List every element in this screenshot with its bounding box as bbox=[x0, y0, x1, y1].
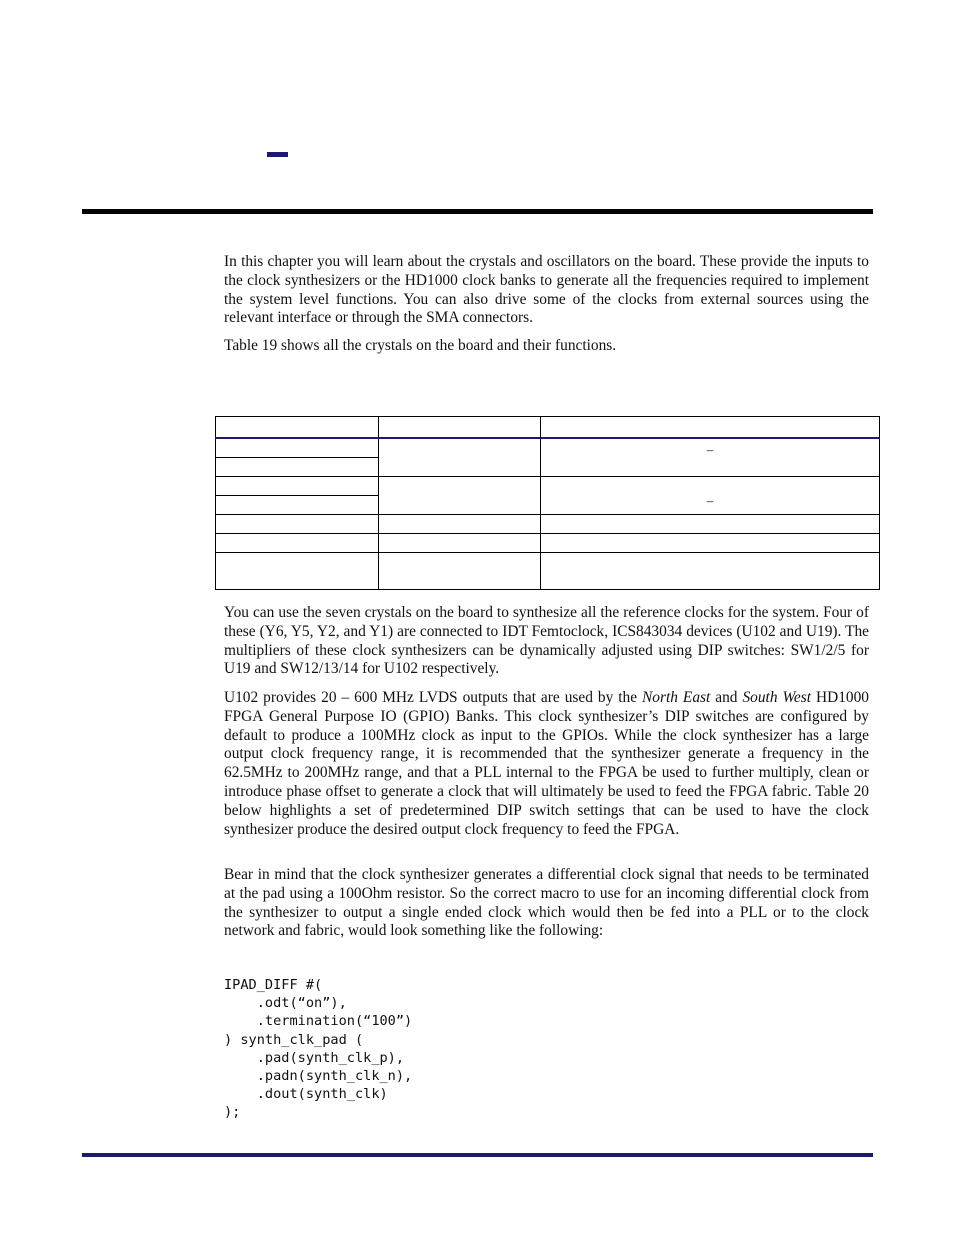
chapter-heading-mark bbox=[267, 152, 288, 157]
table-cell bbox=[216, 458, 379, 477]
table-header-cell bbox=[541, 417, 880, 439]
chapter-top-rule bbox=[82, 209, 873, 214]
table-cell bbox=[541, 515, 880, 534]
table-cell bbox=[216, 496, 379, 515]
table-cell bbox=[541, 534, 880, 553]
u102-text bbox=[224, 689, 869, 839]
table-cell bbox=[379, 534, 541, 553]
crystals-table bbox=[215, 416, 880, 590]
table-cell bbox=[216, 534, 379, 553]
table-row bbox=[216, 515, 880, 534]
u102-text-part: and bbox=[710, 689, 743, 706]
table-cell bbox=[216, 515, 379, 534]
table-cell bbox=[541, 477, 880, 515]
table-cell bbox=[379, 438, 541, 477]
table-cell bbox=[216, 553, 379, 590]
intro-text: In this chapter you will learn about the crystals and oscillators on the board. These provide the inputs to the clock synthesizers or the HD1000 clock banks to generate all the frequencies required to implement the system level functions. You can also drive some of the clocks from external sources using the relevant interface or through the SMA connectors. bbox=[224, 253, 869, 327]
termination-text: Bear in mind that the clock synthesizer generates a differential clock signal that needs to be terminated at the pad using a 100Ohm resistor. So the correct macro to use for an incoming differential clock from the synthesizer to output a single ended clock which would then be fed into a PLL or to the clock network and fabric, would look something like the following: bbox=[224, 866, 869, 940]
table-cell-dash: – bbox=[706, 442, 714, 457]
north-east-label: North East bbox=[642, 689, 711, 706]
table-cell bbox=[541, 438, 880, 477]
table-cell bbox=[379, 553, 541, 590]
table-row bbox=[216, 477, 880, 496]
table-cell bbox=[541, 553, 880, 590]
page-bottom-rule bbox=[82, 1153, 873, 1157]
u102-paragraph bbox=[224, 689, 869, 839]
table-cell bbox=[379, 515, 541, 534]
crystals-text: You can use the seven crystals on the board to synthesize all the reference clocks for the system. Four of these (Y6, Y5, Y2, and Y1) are connected to IDT Femtoclock, ICS843034 devices (U102 and U19). The multipliers of these clock synthesizers can be dynamically adjusted using DIP switches: SW1/2/5 for U19 and SW12/13/14 for U102 respectively. bbox=[224, 604, 869, 678]
table-row bbox=[216, 438, 880, 458]
crystals-paragraph bbox=[224, 604, 869, 679]
u102-text-part: U102 provides 20 – 600 MHz LVDS outputs that are used by the bbox=[224, 689, 643, 706]
table-reference-paragraph bbox=[224, 337, 869, 356]
table-header-cell bbox=[379, 417, 541, 439]
u102-text-part: HD1000 FPGA General Purpose IO (GPIO) Banks. This clock synthesizer’s DIP switches are configured by default to produce a 100MHz clock as input to the GPIOs. While the clock synthesizer has a large output clock frequency range, it is recommended that the synthesizer generate a frequency in the 62.5MHz to 200MHz range, and that a PLL internal to the FPGA be used to further multiply, clean or introduce phase offset to generate a clock that will ultimately be used to feed the FPGA fabric. Table 20 below highlights a set of predetermined DIP switch settings that can be used to have the clock synthesizer produce the desired output clock frequency to feed the FPGA. bbox=[224, 689, 869, 838]
table-row bbox=[216, 553, 880, 590]
south-west-label: South West bbox=[742, 689, 812, 706]
table-cell bbox=[216, 477, 379, 496]
code-sample: IPAD_DIFF #( .odt(“on”), .termination(“100”) ) synth_clk_pad ( .pad(synth_clk_p), .padn(synth_clk_n), .dout(synth_clk) ); bbox=[224, 977, 413, 1121]
table-cell bbox=[379, 477, 541, 515]
table-row bbox=[216, 534, 880, 553]
table-reference-text: Table 19 shows all the crystals on the board and their functions. bbox=[224, 337, 617, 354]
table-cell-dash: – bbox=[706, 493, 714, 508]
termination-paragraph bbox=[224, 866, 869, 941]
table-cell bbox=[216, 438, 379, 458]
intro-paragraph bbox=[224, 253, 869, 328]
table-header-row bbox=[216, 417, 880, 439]
table-header-cell bbox=[216, 417, 379, 439]
